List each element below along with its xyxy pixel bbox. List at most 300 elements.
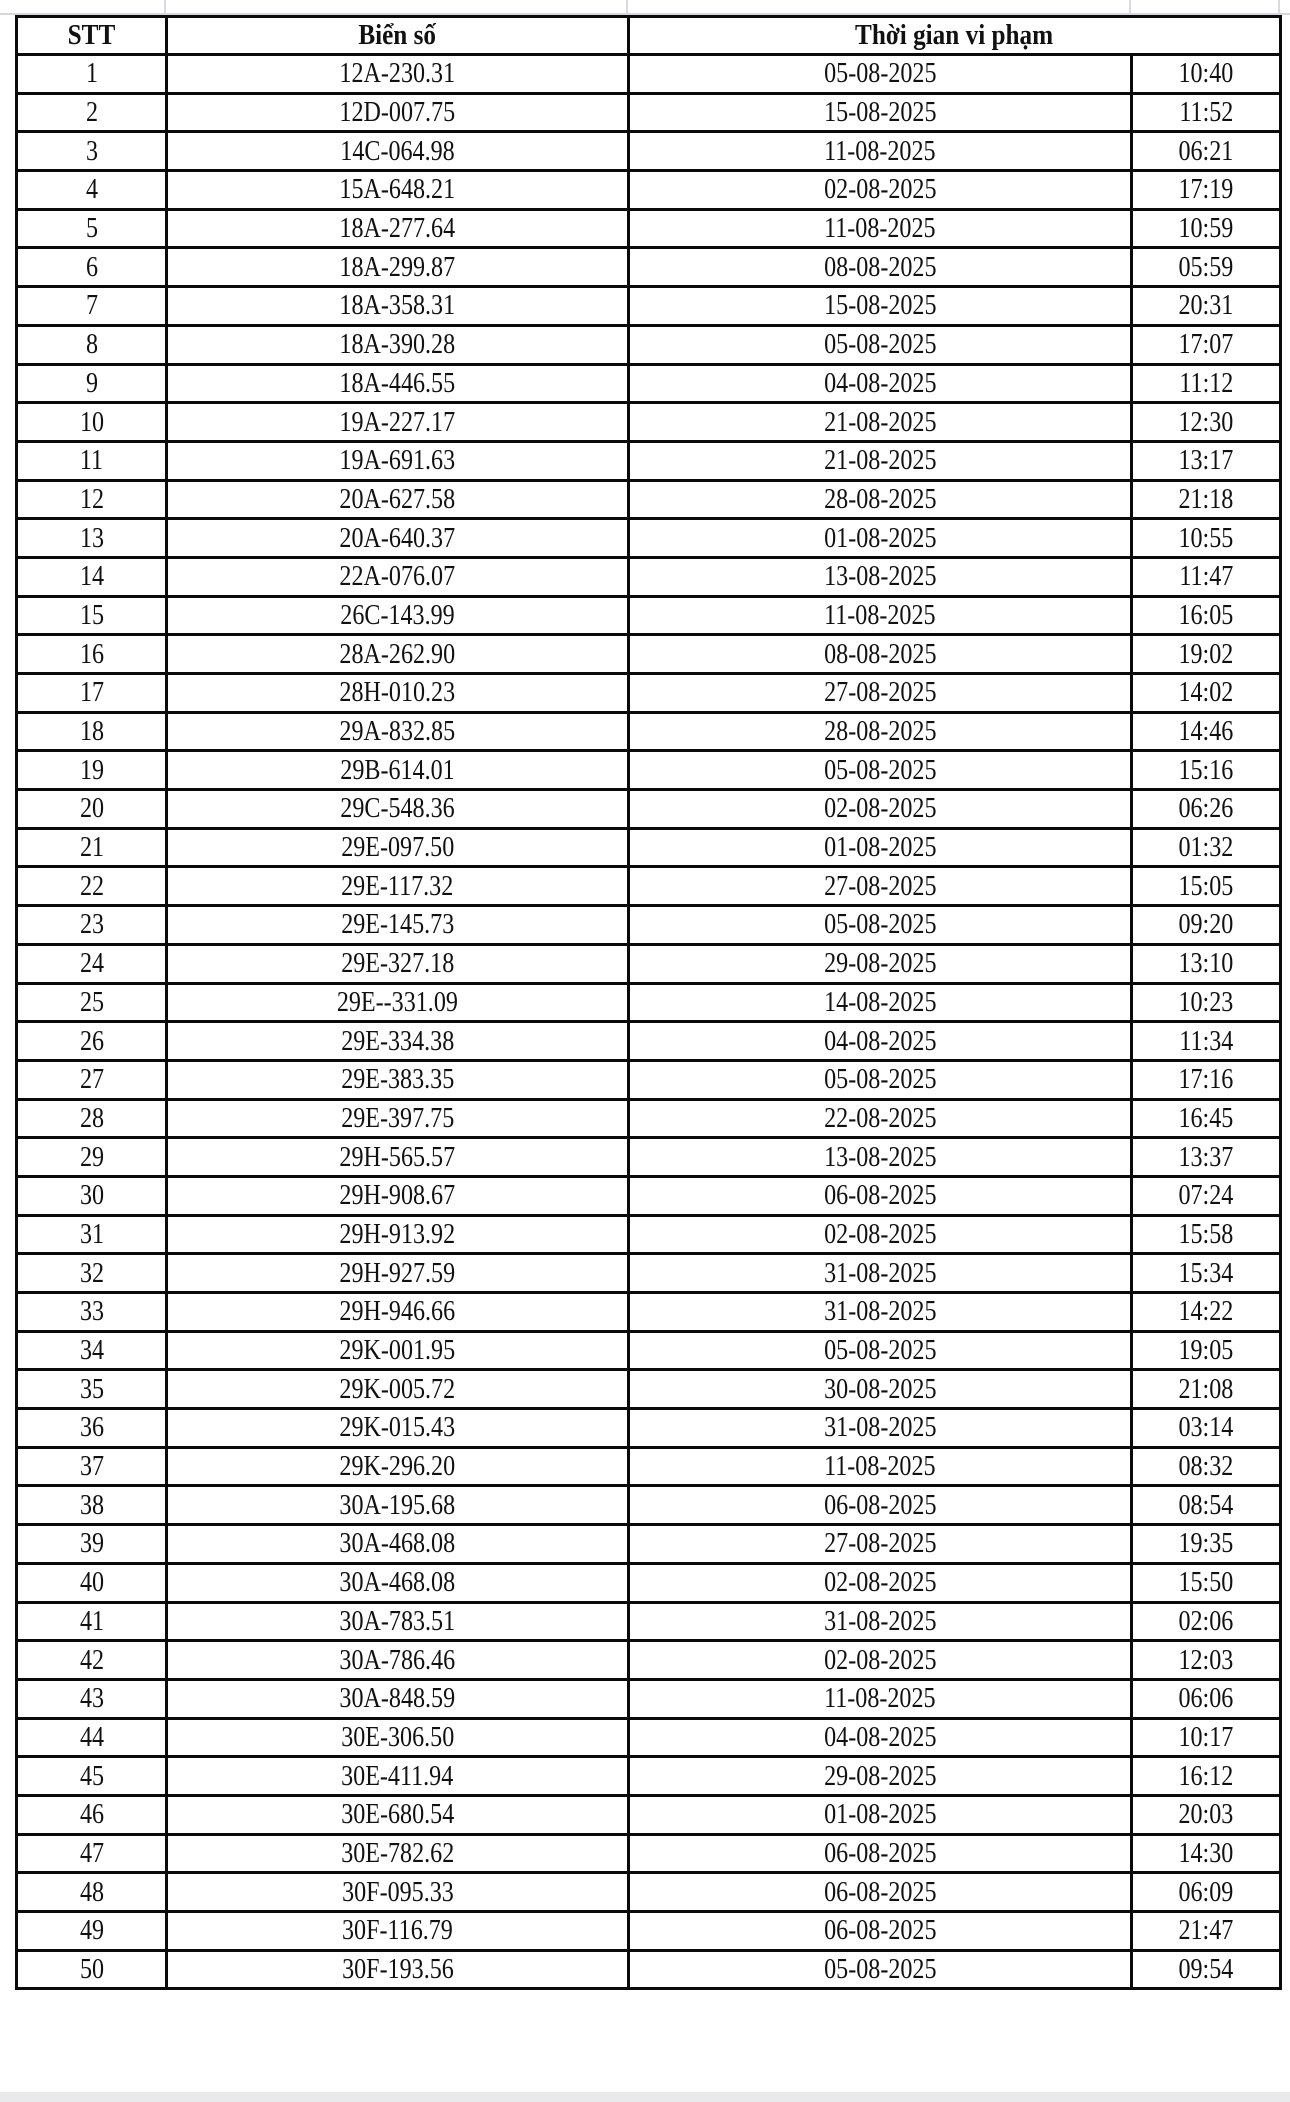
cell-stt[interactable] [17, 751, 167, 790]
cell-plate[interactable] [167, 287, 629, 326]
cell-plate[interactable] [167, 1486, 629, 1525]
cell-date-text: 06-08-2025 [823, 1180, 937, 1212]
cell-time-text: 06:09 [1178, 1876, 1234, 1908]
cell-time[interactable] [1132, 1409, 1281, 1448]
cell-stt[interactable] [17, 712, 167, 751]
cell-stt-text: 1 [85, 58, 98, 90]
cell-date[interactable] [629, 1293, 1132, 1332]
table-row [17, 1022, 1281, 1061]
cell-stt[interactable] [17, 944, 167, 983]
cell-date[interactable] [629, 906, 1132, 945]
cell-time-text: 12:30 [1178, 406, 1234, 438]
table-row [17, 1602, 1281, 1641]
cell-time[interactable] [1132, 674, 1281, 713]
cell-stt[interactable] [17, 1679, 167, 1718]
cell-date[interactable] [629, 403, 1132, 442]
cell-time[interactable] [1132, 1254, 1281, 1293]
cell-stt-text: 44 [79, 1721, 104, 1753]
cell-plate-text: 29A-832.85 [339, 716, 456, 748]
cell-time[interactable] [1132, 1447, 1281, 1486]
cell-time-text: 14:02 [1178, 677, 1234, 709]
cell-date[interactable] [629, 1099, 1132, 1138]
cell-date[interactable] [629, 790, 1132, 829]
spreadsheet-grid-top [0, 0, 1290, 15]
cell-date-text: 06-08-2025 [823, 1837, 937, 1869]
table-row [17, 480, 1281, 519]
cell-time-text: 15:50 [1178, 1567, 1234, 1599]
cell-time[interactable] [1132, 635, 1281, 674]
cell-plate[interactable] [167, 1834, 629, 1873]
cell-stt[interactable] [17, 441, 167, 480]
cell-date[interactable] [629, 944, 1132, 983]
cell-date[interactable] [629, 325, 1132, 364]
cell-plate[interactable] [167, 1912, 629, 1951]
cell-plate-text: 29H-927.59 [339, 1257, 456, 1289]
cell-date[interactable] [629, 1409, 1132, 1448]
cell-plate[interactable] [167, 1602, 629, 1641]
cell-time[interactable] [1132, 867, 1281, 906]
cell-plate[interactable] [167, 209, 629, 248]
cell-plate-text: 30E-411.94 [341, 1760, 454, 1792]
cell-time[interactable] [1132, 1138, 1281, 1177]
cell-time-text: 17:07 [1178, 329, 1234, 361]
cell-time[interactable] [1132, 248, 1281, 287]
header-stt[interactable] [17, 17, 167, 55]
cell-date[interactable] [629, 519, 1132, 558]
cell-stt-text: 16 [79, 638, 104, 670]
cell-stt-text: 43 [79, 1683, 104, 1715]
cell-stt[interactable] [17, 248, 167, 287]
cell-plate[interactable] [167, 1718, 629, 1757]
cell-time-text: 13:17 [1178, 445, 1234, 477]
cell-plate[interactable] [167, 1641, 629, 1680]
cell-plate[interactable] [167, 1022, 629, 1061]
cell-stt-text: 41 [79, 1605, 104, 1637]
cell-stt[interactable] [17, 674, 167, 713]
cell-stt-text: 32 [79, 1257, 104, 1289]
cell-time[interactable] [1132, 1757, 1281, 1796]
cell-plate[interactable] [167, 906, 629, 945]
cell-date[interactable] [629, 1834, 1132, 1873]
cell-plate[interactable] [167, 557, 629, 596]
cell-plate[interactable] [167, 480, 629, 519]
cell-date[interactable] [629, 171, 1132, 210]
cell-stt[interactable] [17, 287, 167, 326]
table-row [17, 93, 1281, 132]
cell-plate-text: 29H-946.66 [339, 1296, 456, 1328]
cell-date-text: 30-08-2025 [823, 1373, 937, 1405]
cell-date[interactable] [629, 1912, 1132, 1951]
cell-date[interactable] [629, 1525, 1132, 1564]
cell-stt[interactable] [17, 325, 167, 364]
cell-stt[interactable] [17, 1176, 167, 1215]
cell-stt[interactable] [17, 171, 167, 210]
cell-stt[interactable] [17, 867, 167, 906]
cell-plate-text: 20A-627.58 [339, 483, 456, 515]
cell-time[interactable] [1132, 1563, 1281, 1602]
spreadsheet-grid-bottom [0, 2092, 1290, 2102]
cell-date[interactable] [629, 132, 1132, 171]
cell-plate[interactable] [167, 364, 629, 403]
table-row [17, 751, 1281, 790]
cell-time[interactable] [1132, 1525, 1281, 1564]
cell-plate-text: 29H-565.57 [339, 1141, 456, 1173]
header-stt-label: STT [67, 20, 116, 51]
cell-time[interactable] [1132, 364, 1281, 403]
cell-time[interactable] [1132, 480, 1281, 519]
cell-date[interactable] [629, 1370, 1132, 1409]
cell-plate[interactable] [167, 1215, 629, 1254]
cell-time-text: 15:58 [1178, 1218, 1234, 1250]
cell-plate[interactable] [167, 1176, 629, 1215]
cell-stt-text: 36 [79, 1412, 104, 1444]
cell-time[interactable] [1132, 325, 1281, 364]
cell-time[interactable] [1132, 1718, 1281, 1757]
cell-date-text: 05-08-2025 [823, 1954, 937, 1986]
cell-time-text: 19:35 [1178, 1528, 1234, 1560]
cell-time[interactable] [1132, 751, 1281, 790]
cell-date[interactable] [629, 1254, 1132, 1293]
cell-date-text: 02-08-2025 [823, 174, 937, 206]
cell-plate[interactable] [167, 751, 629, 790]
cell-date[interactable] [629, 1138, 1132, 1177]
cell-stt[interactable] [17, 55, 167, 94]
cell-plate[interactable] [167, 1331, 629, 1370]
grid-line [164, 0, 166, 15]
cell-date[interactable] [629, 1060, 1132, 1099]
cell-date[interactable] [629, 1873, 1132, 1912]
cell-plate[interactable] [167, 441, 629, 480]
cell-date[interactable] [629, 712, 1132, 751]
cell-time[interactable] [1132, 1834, 1281, 1873]
cell-plate[interactable] [167, 944, 629, 983]
cell-date[interactable] [629, 751, 1132, 790]
cell-plate[interactable] [167, 674, 629, 713]
cell-plate-text: 18A-277.64 [339, 213, 456, 245]
cell-plate[interactable] [167, 248, 629, 287]
cell-date[interactable] [629, 248, 1132, 287]
cell-date[interactable] [629, 828, 1132, 867]
cell-time[interactable] [1132, 1099, 1281, 1138]
cell-time[interactable] [1132, 1370, 1281, 1409]
table-row [17, 1950, 1281, 1989]
cell-stt-text: 5 [85, 213, 98, 245]
cell-time-text: 19:05 [1178, 1335, 1234, 1367]
cell-time[interactable] [1132, 55, 1281, 94]
cell-date[interactable] [629, 364, 1132, 403]
cell-plate[interactable] [167, 828, 629, 867]
cell-date[interactable] [629, 1795, 1132, 1834]
cell-stt-text: 47 [79, 1837, 104, 1869]
cell-time-text: 15:05 [1178, 870, 1234, 902]
cell-time[interactable] [1132, 828, 1281, 867]
cell-plate-text: 29K-001.95 [339, 1335, 456, 1367]
cell-date[interactable] [629, 1718, 1132, 1757]
cell-time[interactable] [1132, 1679, 1281, 1718]
cell-stt[interactable] [17, 403, 167, 442]
cell-stt[interactable] [17, 519, 167, 558]
cell-stt[interactable] [17, 1912, 167, 1951]
cell-plate-text: 30F-116.79 [342, 1915, 453, 1947]
cell-plate[interactable] [167, 171, 629, 210]
cell-time[interactable] [1132, 596, 1281, 635]
cell-time[interactable] [1132, 1022, 1281, 1061]
cell-date[interactable] [629, 1602, 1132, 1641]
cell-plate-text: 30F-193.56 [341, 1954, 454, 1986]
cell-date-text: 08-08-2025 [823, 251, 937, 283]
cell-plate-text: 15A-648.21 [339, 174, 456, 206]
cell-date-text: 04-08-2025 [823, 1025, 937, 1057]
cell-date-text: 11-08-2025 [824, 1451, 936, 1483]
header-violation-time[interactable] [629, 17, 1281, 55]
cell-stt-text: 23 [79, 909, 104, 941]
cell-date[interactable] [629, 1176, 1132, 1215]
cell-date[interactable] [629, 983, 1132, 1022]
cell-plate[interactable] [167, 635, 629, 674]
cell-plate[interactable] [167, 403, 629, 442]
cell-time[interactable] [1132, 1176, 1281, 1215]
cell-stt-text: 19 [79, 754, 104, 786]
cell-stt[interactable] [17, 1718, 167, 1757]
cell-stt[interactable] [17, 1563, 167, 1602]
cell-stt-text: 24 [79, 948, 104, 980]
cell-time[interactable] [1132, 1641, 1281, 1680]
cell-time[interactable] [1132, 171, 1281, 210]
cell-time[interactable] [1132, 1293, 1281, 1332]
cell-date[interactable] [629, 287, 1132, 326]
cell-plate[interactable] [167, 596, 629, 635]
cell-stt-text: 9 [85, 367, 98, 399]
cell-time[interactable] [1132, 209, 1281, 248]
cell-stt[interactable] [17, 1950, 167, 1989]
table-row [17, 364, 1281, 403]
cell-date[interactable] [629, 1641, 1132, 1680]
cell-time[interactable] [1132, 1602, 1281, 1641]
cell-time[interactable] [1132, 712, 1281, 751]
cell-date[interactable] [629, 1563, 1132, 1602]
cell-stt[interactable] [17, 1873, 167, 1912]
cell-time-text: 21:47 [1178, 1915, 1234, 1947]
cell-date-text: 27-08-2025 [823, 870, 937, 902]
cell-plate[interactable] [167, 55, 629, 94]
cell-date[interactable] [629, 1679, 1132, 1718]
cell-stt[interactable] [17, 132, 167, 171]
cell-date[interactable] [629, 1950, 1132, 1989]
cell-stt[interactable] [17, 1525, 167, 1564]
cell-plate[interactable] [167, 1795, 629, 1834]
cell-time[interactable] [1132, 1795, 1281, 1834]
cell-plate[interactable] [167, 1563, 629, 1602]
cell-stt[interactable] [17, 1447, 167, 1486]
cell-stt[interactable] [17, 596, 167, 635]
cell-stt[interactable] [17, 1486, 167, 1525]
cell-plate-text: 18A-299.87 [339, 251, 456, 283]
cell-stt[interactable] [17, 1602, 167, 1641]
cell-plate-text: 12D-007.75 [339, 97, 456, 129]
cell-stt[interactable] [17, 1215, 167, 1254]
cell-time[interactable] [1132, 1950, 1281, 1989]
cell-stt[interactable] [17, 1138, 167, 1177]
cell-time[interactable] [1132, 1215, 1281, 1254]
table-row [17, 1757, 1281, 1796]
cell-stt[interactable] [17, 828, 167, 867]
cell-plate-text: 30A-783.51 [339, 1605, 456, 1637]
cell-date[interactable] [629, 596, 1132, 635]
cell-stt[interactable] [17, 1293, 167, 1332]
cell-date[interactable] [629, 867, 1132, 906]
cell-stt-text: 26 [79, 1025, 104, 1057]
cell-stt[interactable] [17, 1331, 167, 1370]
cell-time[interactable] [1132, 1873, 1281, 1912]
cell-time-text: 02:06 [1178, 1605, 1234, 1637]
cell-stt[interactable] [17, 635, 167, 674]
cell-time[interactable] [1132, 983, 1281, 1022]
cell-time[interactable] [1132, 790, 1281, 829]
cell-stt[interactable] [17, 557, 167, 596]
header-plate[interactable] [167, 17, 629, 55]
cell-date[interactable] [629, 1757, 1132, 1796]
cell-date[interactable] [629, 1022, 1132, 1061]
cell-date-text: 02-08-2025 [823, 793, 937, 825]
header-plate-label: Biển số [358, 20, 437, 51]
cell-plate[interactable] [167, 712, 629, 751]
cell-plate[interactable] [167, 1099, 629, 1138]
cell-time[interactable] [1132, 93, 1281, 132]
cell-plate[interactable] [167, 1679, 629, 1718]
table-row [17, 944, 1281, 983]
cell-plate-text: 18A-446.55 [339, 367, 456, 399]
cell-date[interactable] [629, 557, 1132, 596]
cell-date-text: 29-08-2025 [823, 1760, 937, 1792]
table-row [17, 1563, 1281, 1602]
cell-time-text: 20:03 [1178, 1799, 1234, 1831]
cell-date-text: 28-08-2025 [823, 483, 937, 515]
cell-plate[interactable] [167, 93, 629, 132]
cell-stt[interactable] [17, 1060, 167, 1099]
cell-date[interactable] [629, 1215, 1132, 1254]
cell-plate[interactable] [167, 1409, 629, 1448]
cell-stt[interactable] [17, 983, 167, 1022]
cell-date[interactable] [629, 441, 1132, 480]
cell-time[interactable] [1132, 1060, 1281, 1099]
cell-plate-text: 30E-306.50 [340, 1721, 455, 1753]
cell-stt[interactable] [17, 93, 167, 132]
table-row [17, 403, 1281, 442]
cell-stt[interactable] [17, 1757, 167, 1796]
cell-time[interactable] [1132, 944, 1281, 983]
cell-stt[interactable] [17, 1254, 167, 1293]
cell-plate[interactable] [167, 1950, 629, 1989]
cell-time[interactable] [1132, 519, 1281, 558]
cell-stt-text: 10 [79, 406, 104, 438]
table-row [17, 132, 1281, 171]
cell-date-text: 01-08-2025 [823, 832, 937, 864]
cell-date[interactable] [629, 1447, 1132, 1486]
cell-plate[interactable] [167, 1873, 629, 1912]
cell-stt[interactable] [17, 480, 167, 519]
cell-plate-text: 29C-548.36 [340, 793, 455, 825]
cell-time-text: 09:20 [1178, 909, 1234, 941]
cell-plate-text: 29E-327.18 [340, 948, 455, 980]
cell-time[interactable] [1132, 906, 1281, 945]
cell-date-text: 05-08-2025 [823, 1064, 937, 1096]
cell-plate[interactable] [167, 1138, 629, 1177]
cell-date[interactable] [629, 55, 1132, 94]
cell-date-text: 15-08-2025 [823, 290, 937, 322]
table-row [17, 867, 1281, 906]
cell-time-text: 12:03 [1178, 1644, 1234, 1676]
cell-plate-text: 29H-908.67 [339, 1180, 456, 1212]
cell-stt[interactable] [17, 790, 167, 829]
cell-plate[interactable] [167, 1447, 629, 1486]
cell-date[interactable] [629, 674, 1132, 713]
cell-plate[interactable] [167, 867, 629, 906]
cell-stt[interactable] [17, 364, 167, 403]
cell-plate[interactable] [167, 1370, 629, 1409]
cell-time[interactable] [1132, 403, 1281, 442]
cell-date[interactable] [629, 635, 1132, 674]
cell-plate[interactable] [167, 1293, 629, 1332]
cell-stt[interactable] [17, 1022, 167, 1061]
cell-time[interactable] [1132, 287, 1281, 326]
cell-time[interactable] [1132, 557, 1281, 596]
cell-date[interactable] [629, 480, 1132, 519]
cell-plate[interactable] [167, 1254, 629, 1293]
cell-plate[interactable] [167, 983, 629, 1022]
cell-date[interactable] [629, 93, 1132, 132]
cell-stt[interactable] [17, 1834, 167, 1873]
cell-plate-text: 30A-195.68 [339, 1489, 456, 1521]
cell-date[interactable] [629, 1486, 1132, 1525]
cell-stt-text: 48 [79, 1876, 104, 1908]
cell-stt[interactable] [17, 906, 167, 945]
cell-time-text: 09:54 [1178, 1954, 1234, 1986]
cell-stt-text: 7 [85, 290, 98, 322]
cell-plate[interactable] [167, 325, 629, 364]
cell-plate[interactable] [167, 790, 629, 829]
cell-plate[interactable] [167, 1757, 629, 1796]
cell-time[interactable] [1132, 441, 1281, 480]
cell-stt-text: 11 [79, 445, 104, 477]
cell-time[interactable] [1132, 1331, 1281, 1370]
cell-date-text: 31-08-2025 [823, 1257, 937, 1289]
cell-plate[interactable] [167, 1060, 629, 1099]
cell-stt[interactable] [17, 1099, 167, 1138]
cell-stt[interactable] [17, 1795, 167, 1834]
cell-date-text: 02-08-2025 [823, 1567, 937, 1599]
cell-stt-text: 37 [79, 1451, 104, 1483]
cell-stt-text: 39 [79, 1528, 104, 1560]
cell-date-text: 29-08-2025 [823, 948, 937, 980]
cell-stt-text: 30 [79, 1180, 104, 1212]
cell-plate[interactable] [167, 519, 629, 558]
cell-plate-text: 30A-848.59 [339, 1683, 456, 1715]
cell-stt[interactable] [17, 1641, 167, 1680]
cell-plate[interactable] [167, 1525, 629, 1564]
cell-stt[interactable] [17, 1409, 167, 1448]
cell-date[interactable] [629, 209, 1132, 248]
table-row [17, 1525, 1281, 1564]
cell-date[interactable] [629, 1331, 1132, 1370]
cell-stt[interactable] [17, 209, 167, 248]
cell-stt[interactable] [17, 1370, 167, 1409]
cell-plate[interactable] [167, 132, 629, 171]
cell-plate-text: 29B-614.01 [340, 754, 455, 786]
cell-time[interactable] [1132, 1912, 1281, 1951]
table-row [17, 1873, 1281, 1912]
cell-time[interactable] [1132, 1486, 1281, 1525]
cell-time[interactable] [1132, 132, 1281, 171]
